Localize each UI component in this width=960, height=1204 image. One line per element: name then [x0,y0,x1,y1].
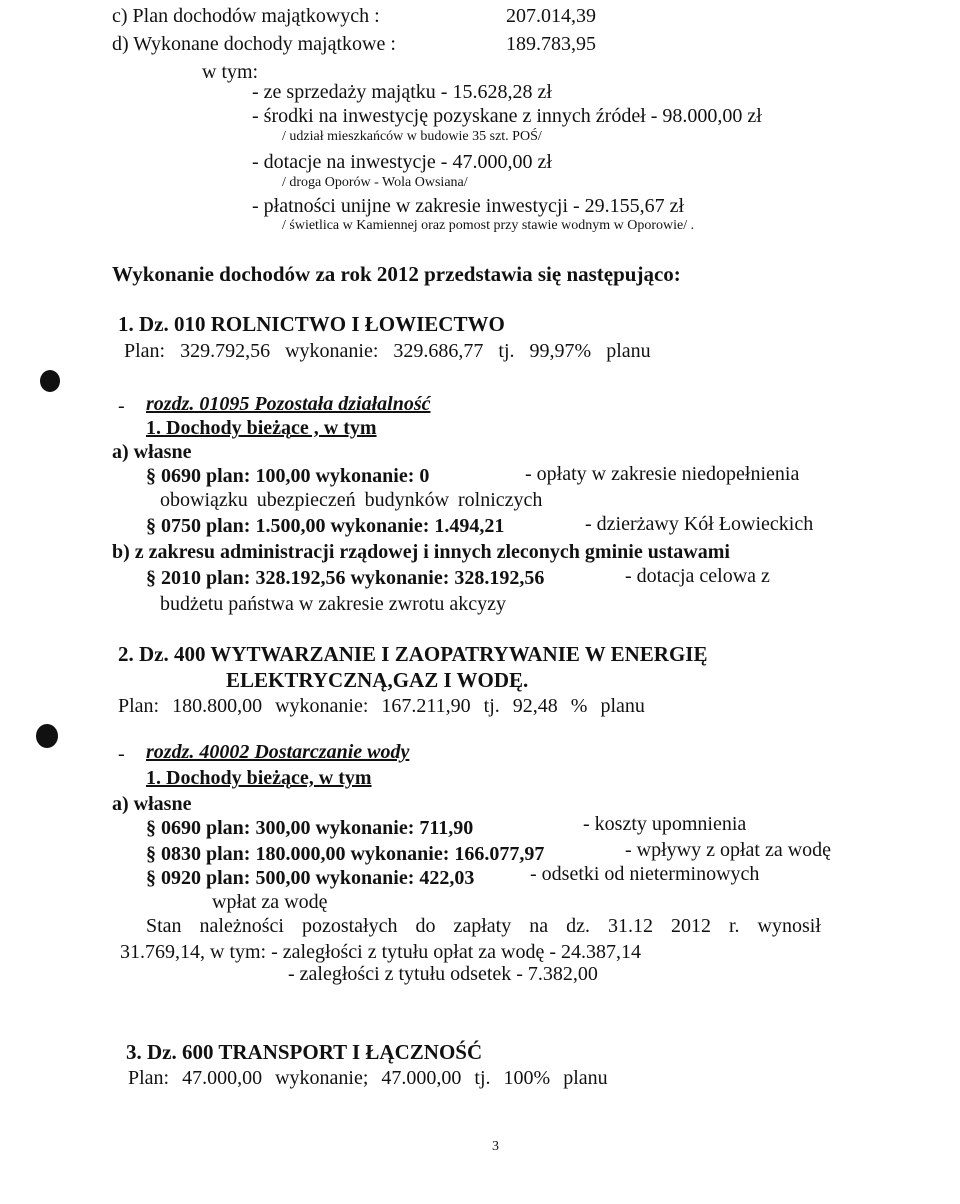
s2-stan-line3: - zaległości z tytułu odsetek - 7.382,00 [288,963,598,985]
s1-par-2010-desc-cont: budżetu państwa w zakresie zwrotu akcyzy [160,593,506,615]
s2-dochody: 1. Dochody bieżące, w tym [146,767,372,789]
s1-par-0690-desc-cont: obowiązku ubezpieczeń budynków rolniczych [160,489,543,511]
wykonane-dochody-majatkowe-value: 189.783,95 [506,33,596,55]
intro-note-srodki: / udział mieszkańców w budowie 35 szt. POŚ/ [282,129,542,144]
s2-par-0920-desc: - odsetki od nieterminowych [530,863,760,885]
s1-par-0750: § 0750 plan: 1.500,00 wykonanie: 1.494,21 [146,515,505,537]
s3-plan: Plan: 47.000,00 wykonanie; 47.000,00 tj. 100% planu [128,1067,608,1089]
s1-par-0750-desc: - dzierżawy Kół Łowieckich [585,513,814,535]
intro-item-dotacje: - dotacje na inwestycje - 47.000,00 zł [252,151,552,173]
s1-dochody: 1. Dochody bieżące , w tym [146,417,377,439]
s1-par-0690-desc: - opłaty w zakresie niedopełnienia [525,463,800,485]
intro-item-srodki: - środki na inwestycję pozyskane z innych źródeł - 98.000,00 zł [252,105,762,127]
binding-hole-icon [40,370,60,392]
s1-par-2010: § 2010 plan: 328.192,56 wykonanie: 328.192,56 [146,567,545,589]
wykonane-dochody-majatkowe-label: d) Wykonane dochody majątkowe : [112,33,396,55]
w-tym-label: w tym: [202,61,259,83]
s2-a-wlasne: a) własne [112,793,192,815]
intro-note-platnosci: / świetlica w Kamiennej oraz pomost przy stawie wodnym w Oporowie/ . [282,218,695,233]
s1-par-0690: § 0690 plan: 100,00 wykonanie: 0 [146,465,430,487]
s2-par-0690: § 0690 plan: 300,00 wykonanie: 711,90 [146,817,474,839]
s2-title-line2: ELEKTRYCZNĄ,GAZ I WODĘ. [226,668,529,692]
intro-item-sprzedaz: - ze sprzedaży majątku - 15.628,28 zł [252,81,552,103]
s1-plan: Plan: 329.792,56 wykonanie: 329.686,77 tj. 99,97% planu [124,340,651,362]
page-number: 3 [492,1139,499,1154]
s2-stan-line2: 31.769,14, w tym: - zaległości z tytułu opłat za wodę - 24.387,14 [120,941,642,963]
s2-par-0920-desc-cont: wpłat za wodę [212,891,328,913]
s2-par-0920: § 0920 plan: 500,00 wykonanie: 422,03 [146,867,475,889]
s3-title: 3. Dz. 600 TRANSPORT I ŁĄCZNOŚĆ [126,1040,483,1064]
s2-rozdz: rozdz. 40002 Dostarczanie wody [146,741,410,763]
binding-hole-icon [36,724,58,748]
s2-title-line1: 2. Dz. 400 WYTWARZANIE I ZAOPATRYWANIE W ENERGIĘ [118,642,708,666]
s1-par-2010-desc: - dotacja celowa z [625,565,770,587]
s2-plan: Plan: 180.800,00 wykonanie: 167.211,90 tj. 92,48 % planu [118,695,645,717]
s1-rozdz: rozdz. 01095 Pozostała działalność [146,393,431,415]
s2-rozdz-dash: - [118,743,125,765]
intro-note-dotacje: / droga Oporów - Wola Owsiana/ [282,175,468,190]
s2-par-0690-desc: - koszty upomnienia [583,813,747,835]
s1-title: 1. Dz. 010 ROLNICTWO I ŁOWIECTWO [118,312,505,336]
intro-item-platnosci: - płatności unijne w zakresie inwestycji - 29.155,67 zł [252,195,685,217]
s2-stan-line1: Stan należności pozostałych do zapłaty na dz. 31.12 2012 r. wynosił [146,915,821,937]
plan-dochodow-majatkowych-label: c) Plan dochodów majątkowych : [112,5,380,27]
section-heading: Wykonanie dochodów za rok 2012 przedstawia się następująco: [112,262,681,286]
s1-b-zlecone: b) z zakresu administracji rządowej i innych zleconych gminie ustawami [112,541,730,563]
s1-a-wlasne: a) własne [112,441,192,463]
s2-par-0830-desc: - wpływy z opłat za wodę [625,839,832,861]
plan-dochodow-majatkowych-value: 207.014,39 [506,5,596,27]
s2-par-0830: § 0830 plan: 180.000,00 wykonanie: 166.077,97 [146,843,545,865]
s1-rozdz-dash: - [118,395,125,417]
